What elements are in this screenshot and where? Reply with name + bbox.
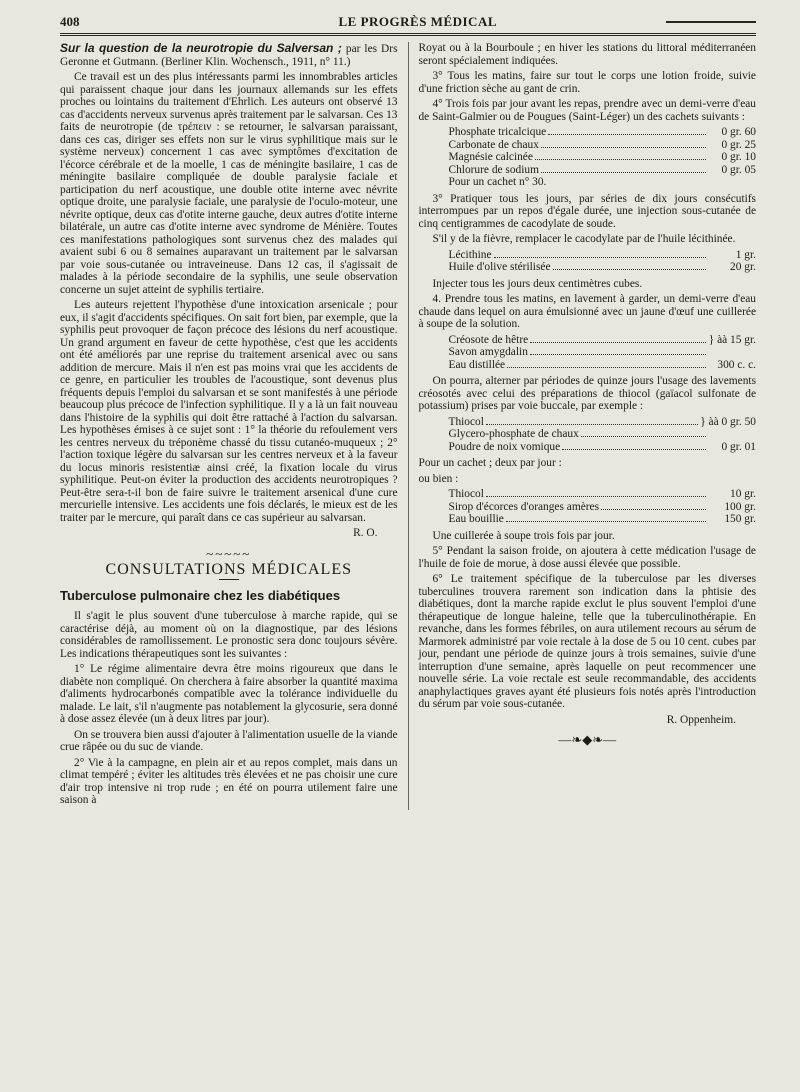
ornament-divider: ~~~~~ xyxy=(206,545,252,561)
article-title: Sur la question de la neurotropie du Salversan ; xyxy=(60,41,342,55)
dose: 0 gr. 01 xyxy=(721,440,756,453)
right-column xyxy=(418,42,756,810)
prescription-line xyxy=(448,513,756,526)
ingredient: Phosphate tricalcique xyxy=(448,126,547,138)
dose: 0 gr. 10 xyxy=(721,151,756,163)
ingredient: Lécithine xyxy=(448,248,492,261)
dose: 20 gr. xyxy=(730,261,756,273)
prescription-line xyxy=(448,359,756,372)
running-header xyxy=(60,14,756,36)
article-paragraph: Il s'agit le plus souvent d'une tuberculose à marche rapide, qui se caractérise déjà, au moment où on la diagnostique, par des lésions considérables de ramollissement. Le pronostic sera donc toujours sévère. Les indications thérapeutiques sont les suivantes : xyxy=(60,610,398,660)
article-paragraph: Injecter tous les jours deux centimètres cubes. xyxy=(432,277,643,290)
leader-dots xyxy=(548,134,706,135)
leader-dots xyxy=(486,424,698,425)
ingredient: Glycero-phosphate de chaux xyxy=(448,428,579,440)
prescription-line xyxy=(448,261,756,274)
ingredient: Poudre de noix vomique xyxy=(448,440,561,453)
leader-dots xyxy=(601,509,706,510)
prescription-note: Pour un cachet ; deux par jour : xyxy=(418,457,562,469)
ingredient: Créosote de hêtre xyxy=(448,333,529,346)
dose: 100 gr. xyxy=(724,500,756,513)
article-byline: par les Drs Geronne et Gutmann. (Berliner Klin. Wochensch., 1911, n° 11.) xyxy=(60,43,398,68)
dose: } àà 0 gr. 50 xyxy=(700,415,756,428)
ornament-divider: —❧◆❧— xyxy=(558,732,617,747)
ingredient: Eau distillée xyxy=(448,358,506,371)
article-paragraph: Ce travail est un des plus intéressants parmi les innombrables articles qui paraissent chaque jour dans les journaux allemands sur les effets proches ou lointains du traitement d'Ehrlich. Les auteurs ont observé 13 cas d'accidents nerveux survenus après traitement par le salvarsan. Ces 13 faits de neurotropie (de τρέπειν : se retourner, le salvarsan paraissant, dans ces cas, diriger ses effets non sur le virus syphilitique mais sur le système nerveux) concernent 1 cas avec symptômes d'excitation de l'écorce cérébrale et de la moelle, 1 cas de méningite basilaire, 1 cas de méningite basilaire compliquée de double paralysie faciale et participation du nerf acoustique, une double otite interne avec névrite optique droite, une paralysie faciale, une paralysie de l'oculo-moteur, une névrite optique, deux cas d'otite interne gauche, deux autres d'otite interne bilatérale, un autre cas d'otite interne avec syndrome de Ménière. Toutes ces manifestations pathologiques sont survenus chez des malades qui avaient subi 6 ou 8 semaines auparavant un traitement par le salvarsan par voie sous-cutanée ou intraveineuse. Dans 12 cas, il s'agissait de malades à la période secondaire de la syphilis, une seule observation concerne un sujet atteint de syphilis tertiaire. xyxy=(60,71,398,296)
leader-dots xyxy=(486,496,706,497)
article-paragraph: 6° Le traitement spécifique de la tuberculose par les diverses tuberculines trouvera rarement son indication dans la phtisie des diabétiques, dont la marche rapide exclut le plus souvent l'emploi d'une thérapeutique de longue haleine, telle que la tuberculinothérapie. En revanche, dans les formes fébriles, on aura utilement recours au sérum de Marmorek administré par voie rectale à la dose de 5 ou 10 cent. cubes par jour, pendant une période de quinze jours à trois semaines, suivie d'une interruption d'une semaine, après laquelle on peut recommencer une nouvelle série. La voie rectale est seule recommandable, des accidents anaphylactiques graves ayant été plusieurs fois notés après l'introduction du sérum par voie sous-cutanée. xyxy=(418,573,756,710)
article-paragraph: On se trouvera bien aussi d'ajouter à l'alimentation usuelle de la viande crue râpée ou du suc de viande. xyxy=(60,728,398,753)
dose: 300 c. c. xyxy=(717,358,756,371)
ingredient: Eau bouillie xyxy=(448,513,504,525)
journal-title: LE PROGRÈS MÉDICAL xyxy=(338,14,498,29)
article-heading xyxy=(60,42,398,68)
prescription-list xyxy=(448,416,756,454)
prescription-list xyxy=(448,249,756,274)
dose: } àà 15 gr. xyxy=(708,333,756,346)
prescription-line xyxy=(448,441,756,454)
leader-dots xyxy=(530,354,706,355)
article-paragraph: 3° Pratiquer tous les jours, par séries de dix jours consécutifs interrompues par un repos d'égale durée, une injection sous-cutanée de cinq centigrammes de cacodylate de soude. xyxy=(418,192,756,230)
prescription-list xyxy=(448,126,756,189)
leader-dots xyxy=(506,521,706,522)
page-number: 408 xyxy=(60,14,80,29)
leader-dots xyxy=(562,449,706,450)
ingredient: Thiocol xyxy=(448,415,484,428)
article-signature: R. O. xyxy=(353,527,378,539)
prescription-line xyxy=(448,126,756,139)
article-paragraph: On pourra, alterner par périodes de quinze jours l'usage des lavements créosotés avec celui des préparations de thiocol (gaïacol sulfonate de potassium) prises par voie buccale, par exemple : xyxy=(418,375,756,412)
article-paragraph: Les auteurs rejettent l'hypothèse d'une intoxication arsenicale ; pour eux, il s'agit d'accidents spécifiques. On sait fort bien, par exemple, que la syphilis peut provoquer de façon précoce des lésions du nerf acoustique. Un grand argument en faveur de cette hypothèse, c'est que les accidents ont été améliorés par une reprise du traitement arsenical avec ou sans addition de mercure. Mais il n'en est pas moins vrai que les accidents de ce genre, en particulier les troubles de l'acoustique, sont devenus plus fréquents depuis l'emploi du salvarsan et se sont manifestés à une période beaucoup plus précoce de l'infection syphilitique. Il y a là un fait nouveau dans l'histoire de la syphilis qui doit être rattaché à l'action du salvarsan. Les hypothèses émises à ce sujet sont : 1° la théorie du refoulement vers les centres nerveux du tréponème chassé du tissu cutanéo-muqueux ; 2° l'action toxique légère du salvarsan sur les centres nerveux et à la faveur du locus minoris resistentiæ ainsi créé, la fixation locale du virus syphilitique. Peut-on éviter la production des accidents neurotropiques ? Peut-être sera-t-il bon de faire suivre le traitement arsenical d'une cure mercurielle intensive. Les accidents une fois déclarés, le mieux est de les traiter par le mercure, qui paraît dans ce cas supérieur au salvarsan. xyxy=(60,299,398,524)
prescription-line xyxy=(448,151,756,164)
leader-dots xyxy=(553,269,707,270)
left-column xyxy=(60,42,398,810)
prescription-list xyxy=(448,488,756,526)
leader-dots xyxy=(494,257,707,258)
article-signature: R. Oppenheim. xyxy=(666,713,736,726)
article-paragraph: 5° Pendant la saison froide, on ajoutera à cette médication l'usage de l'huile de foie de morue, à dose aussi élevée que possible. xyxy=(418,545,756,570)
article-paragraph: 4° Trois fois par jour avant les repas, prendre avec un demi-verre d'eau de Saint-Galmier ou de Pougues (Saint-Léger) un des cachets suivants : xyxy=(418,98,756,123)
leader-dots xyxy=(530,342,706,343)
prescription-note: ou bien : xyxy=(418,472,459,485)
dose: 10 gr. xyxy=(730,488,756,500)
dose: 0 gr. 60 xyxy=(721,126,756,138)
prescription-line xyxy=(448,501,756,514)
prescription-line xyxy=(448,488,756,501)
ingredient: Magnésie calcinée xyxy=(448,151,533,163)
prescription-list xyxy=(448,334,756,372)
dose: 1 gr. xyxy=(735,248,756,261)
dose: 0 gr. 05 xyxy=(721,163,756,176)
article-paragraph: 4. Prendre tous les matins, en lavement à garder, un demi-verre d'eau chaude dans lequel on aura émulsionné avec un jaune d'œuf une cuillerée à soupe de la solution. xyxy=(418,293,756,330)
leader-dots xyxy=(581,436,706,437)
dose: 0 gr. 25 xyxy=(721,138,756,151)
section-heading: CONSULTATIONS MÉDICALES xyxy=(105,561,352,578)
ingredient: Huile d'olive stérilisée xyxy=(448,261,551,273)
ingredient: Sirop d'écorces d'oranges amères xyxy=(448,500,600,513)
column-divider xyxy=(408,42,409,810)
article-paragraph: 1° Le régime alimentaire devra être moins rigoureux que dans le diabète non compliqué. On cherchera à faire absorber la quantité maxima d'aliments hydrocarbonés compatible avec la tolérance individuelle du malade. Le lait, s'il n'augmente pas notablement la glycosurie, sera donné à dose assez élevée (un à deux litres par jour). xyxy=(60,663,398,725)
two-column-body xyxy=(60,42,756,810)
prescription-line xyxy=(448,164,756,177)
leader-dots xyxy=(541,172,706,173)
prescription-line xyxy=(448,416,756,429)
section-rule xyxy=(219,579,239,580)
header-rule xyxy=(666,21,756,23)
article-paragraph: Royat ou à la Bourboule ; en hiver les stations du littoral méditerranéen seront spécialement indiquées. xyxy=(418,42,756,67)
prescription-line xyxy=(448,346,756,359)
ingredient: Carbonate de chaux xyxy=(448,138,539,151)
prescription-line xyxy=(448,139,756,152)
prescription-line xyxy=(448,334,756,347)
ingredient: Thiocol xyxy=(448,488,484,500)
prescription-note: Pour un cachet n° 30. xyxy=(448,176,547,188)
article-paragraph: S'il y de la fièvre, remplacer le cacodylate par de l'huile lécithinée. xyxy=(432,233,736,245)
dose: 150 gr. xyxy=(724,513,756,525)
leader-dots xyxy=(541,147,706,148)
prescription-line xyxy=(448,428,756,441)
prescription-line xyxy=(448,249,756,262)
prescription-note: Une cuillerée à soupe trois fois par jour. xyxy=(432,529,615,542)
leader-dots xyxy=(535,159,706,160)
leader-dots xyxy=(507,367,706,368)
article-paragraph: 3° Tous les matins, faire sur tout le corps une lotion froide, suivie d'une friction sèche au gant de crin. xyxy=(418,70,756,95)
ingredient: Chlorure de sodium xyxy=(448,163,539,176)
article-title: Tuberculose pulmonaire chez les diabétiques xyxy=(60,587,341,603)
ingredient: Savon amygdalin xyxy=(448,346,528,358)
article-paragraph: 2° Vie à la campagne, en plein air et au repos complet, mais dans un climat tempéré ; éviter les altitudes très élevées et ne pas choisir une cure d'air trop intensive ni trop rude ; en été on pourra utilement faire une saison à xyxy=(60,756,398,806)
